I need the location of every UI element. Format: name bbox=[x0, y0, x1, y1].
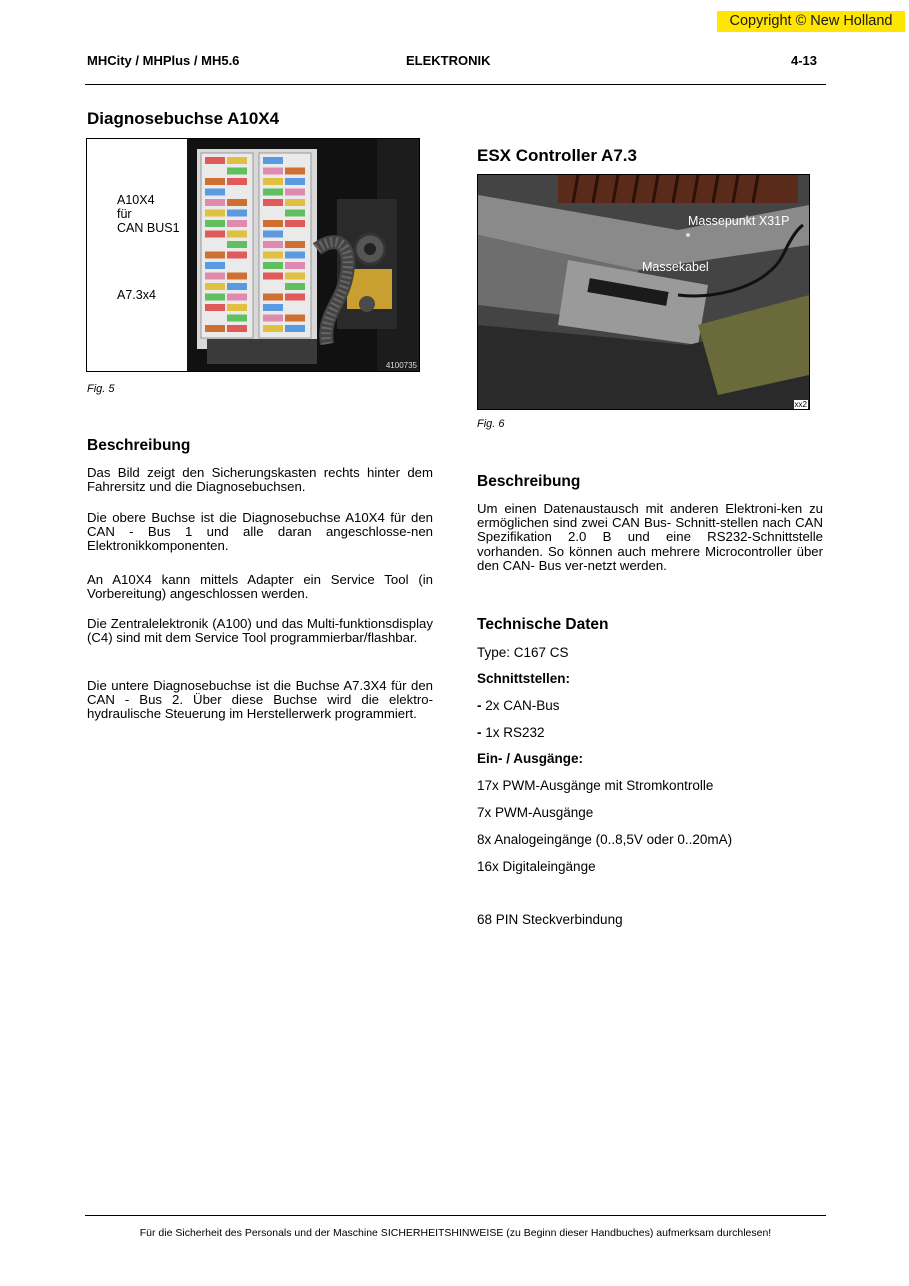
fuse-icon bbox=[285, 262, 305, 269]
interface-item: - 2x CAN-Bus bbox=[477, 698, 560, 713]
fuse-icon bbox=[285, 283, 305, 290]
io-item: 17x PWM-Ausgänge mit Stromkontrolle bbox=[477, 778, 714, 793]
left-paragraph: Das Bild zeigt den Sicherungskasten rechts hinter dem Fahrersitz und die Diagnosebuchsen. bbox=[87, 465, 433, 495]
fuse-icon bbox=[263, 210, 283, 217]
figure-label-a10x4: A10X4 für CAN BUS1 bbox=[117, 193, 180, 235]
fuse-icon bbox=[205, 273, 225, 280]
fuse-icon bbox=[205, 168, 225, 175]
right-description-title: Beschreibung bbox=[477, 473, 581, 490]
fuse-icon bbox=[263, 273, 283, 280]
fuse-icon bbox=[227, 294, 247, 301]
fuse-icon bbox=[263, 157, 283, 164]
label-massekabel: Massekabel bbox=[642, 260, 709, 274]
interfaces-title: Schnittstellen: bbox=[477, 671, 571, 686]
fuse-icon bbox=[205, 157, 225, 164]
fuse-icon bbox=[263, 220, 283, 227]
footer-safety-note: Für die Sicherheit des Personals und der Maschine SICHERHEITSHINWEISE (zu Beginn dieser Handbuches) aufmerksam durchlesen! bbox=[139, 1227, 772, 1239]
header-rule bbox=[85, 84, 826, 85]
fuse-icon bbox=[227, 220, 247, 227]
fuse-icon bbox=[285, 220, 305, 227]
connector-line: 68 PIN Steckverbindung bbox=[477, 912, 623, 927]
fuse-icon bbox=[227, 304, 247, 311]
fuse-icon bbox=[285, 168, 305, 175]
fuse-icon bbox=[227, 325, 247, 332]
header-section: ELEKTRONIK bbox=[406, 53, 491, 68]
fuse-box-figure bbox=[86, 138, 420, 372]
fuse-icon bbox=[227, 168, 247, 175]
fuse-icon bbox=[205, 199, 225, 206]
fuse-icon bbox=[285, 157, 305, 164]
io-item: 7x PWM-Ausgänge bbox=[477, 805, 594, 820]
left-paragraph: Die Zentralelektronik (A100) und das Multi-funktionsdisplay (C4) sind mit dem Service Tool programmierbar/flashbar. bbox=[87, 616, 433, 646]
fuse-icon bbox=[263, 241, 283, 248]
fuse-icon bbox=[227, 210, 247, 217]
fuse-icon bbox=[227, 262, 247, 269]
fuse-icon bbox=[263, 231, 283, 238]
fuse-icon bbox=[285, 241, 305, 248]
left-paragraph: Die untere Diagnosebuchse ist die Buchse A7.3X4 für den CAN - Bus 2. Über diese Buchse wird die elektro- hydraulische Steuerung im Herstellerwerk programmiert. bbox=[87, 678, 433, 722]
fuse-icon bbox=[263, 325, 283, 332]
fuse-icon bbox=[285, 273, 305, 280]
fuse-icon bbox=[285, 304, 305, 311]
tech-data-title: Technische Daten bbox=[477, 616, 609, 633]
figure-6-photo-number: xx2 bbox=[794, 400, 807, 409]
right-paragraph: Um einen Datenaustausch mit anderen Elektroni-ken zu ermöglichen sind zwei CAN Bus- Schnitt-stellen nach CAN Spezifikation 2.0 B und eine RS232-Schnittstelle vorhanden. So können auch mehrere Microcontroller über den CAN- Bus ver-netzt werden. bbox=[477, 501, 823, 573]
fuse-icon bbox=[263, 168, 283, 175]
fuse-icon bbox=[227, 189, 247, 196]
fuse-icon bbox=[205, 210, 225, 217]
controller-figure bbox=[477, 174, 810, 410]
fuse-icon bbox=[285, 252, 305, 259]
fuse-icon bbox=[205, 189, 225, 196]
fuse-icon bbox=[285, 325, 305, 332]
interface-item: - 1x RS232 bbox=[477, 725, 545, 740]
fuse-icon bbox=[263, 252, 283, 259]
fuse-icon bbox=[227, 283, 247, 290]
fuse-icon bbox=[205, 220, 225, 227]
header-model: MHCity / MHPlus / MH5.6 bbox=[87, 53, 240, 68]
fuse-icon bbox=[285, 231, 305, 238]
fuse-icon bbox=[205, 294, 225, 301]
io-item: 8x Analogeingänge (0..8,5V oder 0..20mA) bbox=[477, 832, 733, 847]
fuse-icon bbox=[263, 178, 283, 185]
header-page-number: 4-13 bbox=[791, 53, 818, 68]
fuse-icon bbox=[205, 231, 225, 238]
controller-photo bbox=[478, 175, 809, 409]
fuse-icon bbox=[227, 252, 247, 259]
fuse-icon bbox=[227, 273, 247, 280]
fuse-icon bbox=[227, 178, 247, 185]
fuse-icon bbox=[263, 283, 283, 290]
fuse-icon bbox=[285, 294, 305, 301]
fuse-icon bbox=[227, 315, 247, 322]
fuse-icon bbox=[227, 199, 247, 206]
figure-label-a73x4: A7.3x4 bbox=[117, 288, 156, 302]
fuse-icon bbox=[285, 189, 305, 196]
fuse-icon bbox=[205, 325, 225, 332]
left-title: Diagnosebuchse A10X4 bbox=[87, 109, 280, 128]
fuse-icon bbox=[227, 231, 247, 238]
copyright-badge: Copyright © New Holland bbox=[717, 11, 905, 32]
fuse-icon bbox=[263, 315, 283, 322]
fuse-icon bbox=[263, 199, 283, 206]
left-paragraph: An A10X4 kann mittels Adapter ein Service Tool (in Vorbereitung) angeschlossen werden. bbox=[87, 572, 433, 602]
fuse-icon bbox=[205, 262, 225, 269]
fuse-icon bbox=[285, 210, 305, 217]
io-title: Ein- / Ausgänge: bbox=[477, 751, 584, 766]
fuse-icon bbox=[205, 315, 225, 322]
fuse-icon bbox=[263, 189, 283, 196]
figure-6-caption: Fig. 6 bbox=[477, 418, 505, 430]
fuse-icon bbox=[227, 157, 247, 164]
fuse-icon bbox=[285, 315, 305, 322]
figure-5-caption: Fig. 5 bbox=[87, 383, 115, 395]
left-description-title: Beschreibung bbox=[87, 437, 191, 454]
fuse-icon bbox=[205, 241, 225, 248]
fuse-icon bbox=[205, 283, 225, 290]
fuse-icon bbox=[263, 262, 283, 269]
fuse-icon bbox=[205, 178, 225, 185]
fuse-icon bbox=[205, 252, 225, 259]
fuse-icon bbox=[227, 241, 247, 248]
io-item: 16x Digitaleingänge bbox=[477, 859, 596, 874]
left-paragraph: Die obere Buchse ist die Diagnosebuchse A10X4 für den CAN - Bus 1 und alle daran angeschlosse-nen Elektronikkomponenten. bbox=[87, 510, 433, 554]
label-massepunkt: Massepunkt X31P bbox=[688, 214, 790, 228]
fuse-icon bbox=[285, 178, 305, 185]
figure-5-photo-number: 4100735 bbox=[385, 361, 417, 370]
type-line: Type: C167 CS bbox=[477, 645, 569, 660]
fuse-icon bbox=[263, 304, 283, 311]
fuse-box-photo bbox=[187, 139, 419, 371]
footer-rule bbox=[85, 1215, 826, 1216]
fuse-icon bbox=[263, 294, 283, 301]
fuse-icon bbox=[285, 199, 305, 206]
right-title: ESX Controller A7.3 bbox=[477, 146, 637, 165]
fuse-icon bbox=[205, 304, 225, 311]
